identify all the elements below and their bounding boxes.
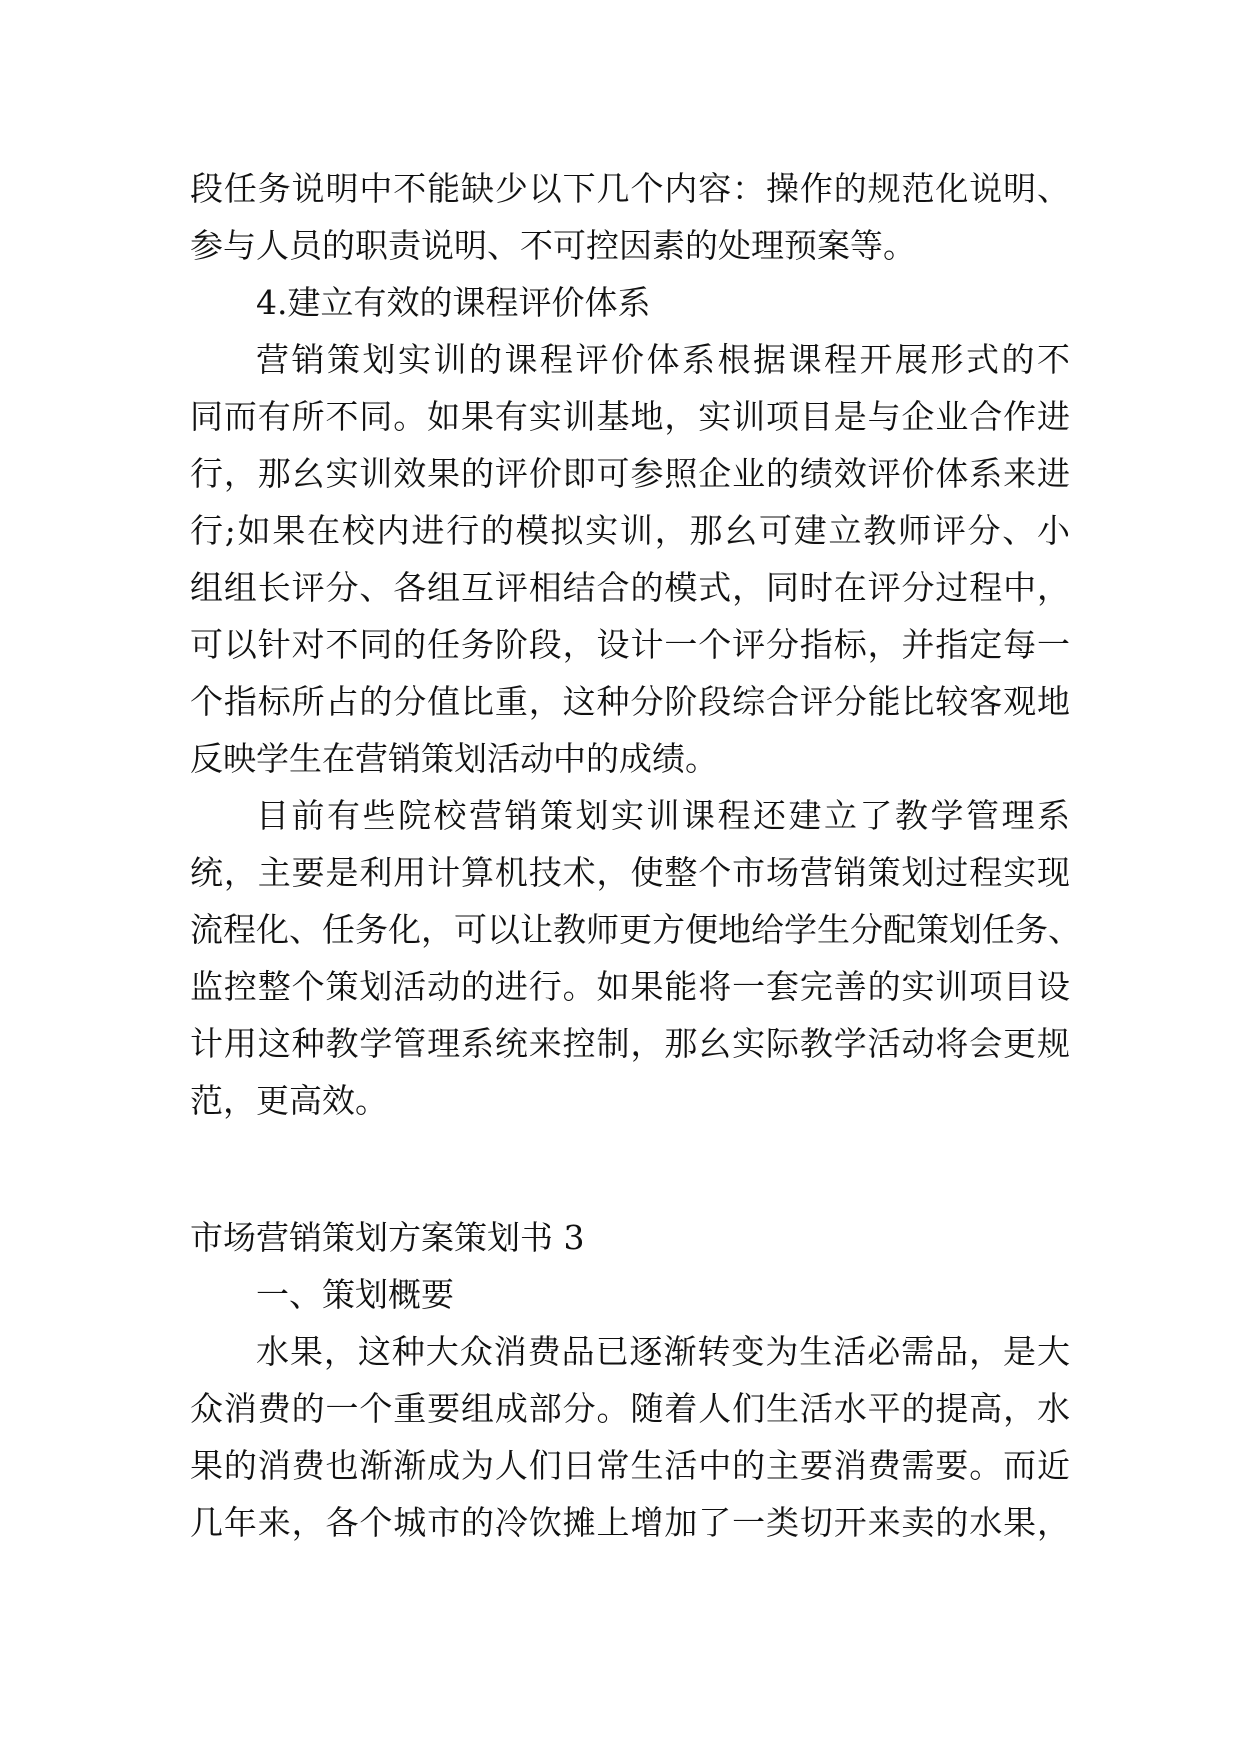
text-line: 流程化、任务化，可以让教师更方便地给学生分配策划任务、 <box>190 910 1081 949</box>
section-title: 市场营销策划方案策划书 3 <box>190 1218 585 1257</box>
text-line: 反映学生在营销策划活动中的成绩。 <box>190 739 718 778</box>
text-line: 参与人员的职责说明、不可控因素的处理预案等。 <box>190 226 916 265</box>
text-line: 可以针对不同的任务阶段，设计一个评分指标，并指定每一 <box>190 625 1070 664</box>
text-line: 营销策划实训的课程评价体系根据课程开展形式的不 <box>256 340 1070 379</box>
text-line: 目前有些院校营销策划实训课程还建立了教学管理系 <box>256 796 1070 835</box>
text-line: 同而有所不同。如果有实训基地，实训项目是与企业合作进 <box>190 397 1070 436</box>
text-line: 个指标所占的分值比重，这种分阶段综合评分能比较客观地 <box>190 682 1070 721</box>
text-line: 范，更高效。 <box>190 1081 388 1120</box>
text-line: 水果，这种大众消费品已逐渐转变为生活必需品，是大 <box>256 1332 1070 1371</box>
text-line: 行，那幺实训效果的评价即可参照企业的绩效评价体系来进 <box>190 454 1070 493</box>
text-line: 监控整个策划活动的进行。如果能将一套完善的实训项目设 <box>190 967 1070 1006</box>
text-line: 几年来，各个城市的冷饮摊上增加了一类切开来卖的水果， <box>190 1503 1070 1542</box>
text-line: 众消费的一个重要组成部分。随着人们生活水平的提高，水 <box>190 1389 1070 1428</box>
text-line: 组组长评分、各组互评相结合的模式，同时在评分过程中， <box>190 568 1070 607</box>
text-line: 果的消费也渐渐成为人们日常生活中的主要消费需要。而近 <box>190 1446 1070 1485</box>
section-gap <box>190 1129 1070 1209</box>
text-line: 统，主要是利用计算机技术，使整个市场营销策划过程实现 <box>190 853 1070 892</box>
text-line: 计用这种教学管理系统来控制，那幺实际教学活动将会更规 <box>190 1024 1070 1063</box>
subheading-summary: 一、策划概要 <box>256 1275 454 1314</box>
text-line: 行;如果在校内进行的模拟实训，那幺可建立教师评分、小 <box>190 511 1070 550</box>
subheading-course-evaluation: 4.建立有效的课程评价体系 <box>256 283 651 322</box>
document-body <box>190 160 1081 1551</box>
text-line: 段任务说明中不能缺少以下几个内容：操作的规范化说明、 <box>190 169 1070 208</box>
